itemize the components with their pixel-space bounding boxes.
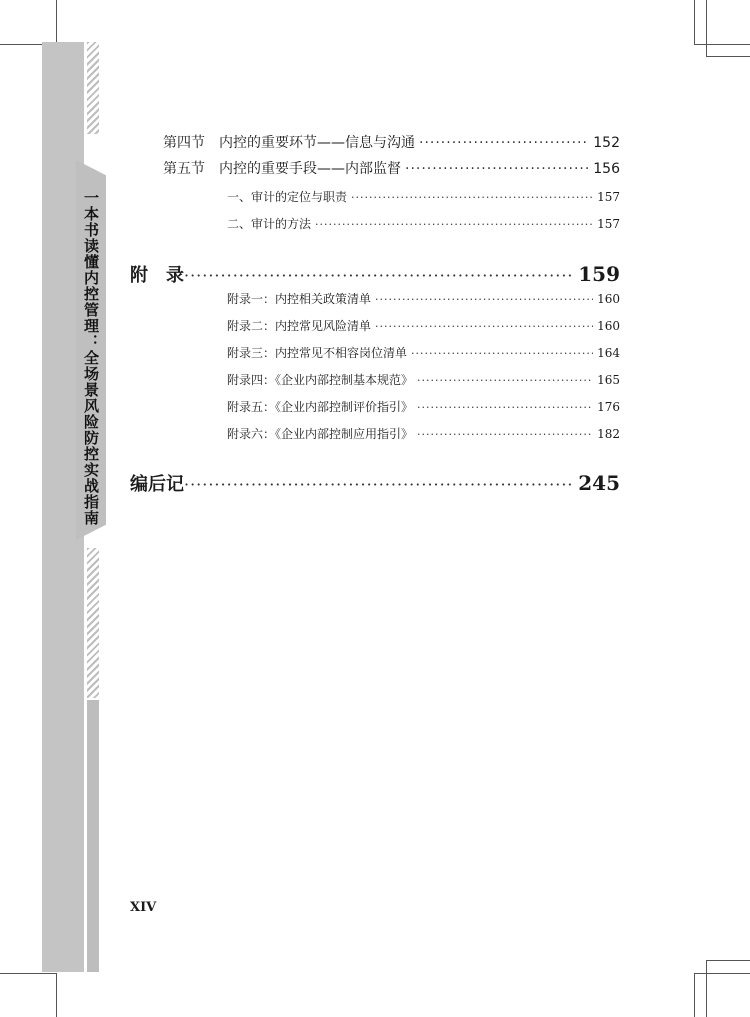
dot-leader <box>411 347 593 360</box>
section-number: 第四节 <box>163 135 205 151</box>
crop-mark <box>694 0 695 44</box>
crop-mark <box>56 0 57 44</box>
dot-leader <box>184 266 572 285</box>
toc-appendix-item[interactable] <box>227 425 620 442</box>
page-number: 156 <box>593 161 620 177</box>
appendix-item-title: 附录六：《企业内部控制应用指引》 <box>227 427 414 441</box>
page-number: 165 <box>597 373 620 387</box>
page-number: 164 <box>597 346 620 360</box>
crop-mark <box>706 56 750 57</box>
dot-leader <box>375 293 593 306</box>
appendix-item-title: 附录四：《企业内部控制基本规范》 <box>227 373 414 387</box>
toc-appendix-item[interactable] <box>227 317 620 334</box>
page-number: 152 <box>593 135 620 151</box>
dot-leader <box>417 374 593 387</box>
side-hatch <box>87 548 99 698</box>
crop-mark <box>0 973 56 974</box>
toc-appendix-item[interactable] <box>227 344 620 361</box>
page-number: 160 <box>597 319 620 333</box>
appendix-item-title: 附录一：内控相关政策清单 <box>227 292 372 306</box>
toc-appendix-item[interactable] <box>227 371 620 388</box>
crop-mark <box>706 960 707 1017</box>
page-number: 182 <box>597 427 620 441</box>
dot-leader <box>417 401 593 414</box>
appendix-item-title: 附录五：《企业内部控制评价指引》 <box>227 400 414 414</box>
appendix-item-title: 附录二：内控常见风险清单 <box>227 319 372 333</box>
section-title: 内控的重要手段——内部监督 <box>219 161 401 177</box>
side-strip <box>87 700 99 972</box>
crop-mark <box>56 973 57 1017</box>
side-hatch <box>87 42 99 134</box>
toc-section-entry[interactable] <box>163 158 620 178</box>
subsection-title: 二、审计的方法 <box>227 217 312 231</box>
page-number: 176 <box>597 400 620 414</box>
toc-appendix-item[interactable] <box>227 290 620 307</box>
toc-appendix-entry[interactable] <box>130 261 620 287</box>
appendix-item-title: 附录三：内控常见不相容岗位清单 <box>227 346 408 360</box>
crop-mark <box>694 973 695 1017</box>
spine-book-title: 一本书读懂内控管理：全场景风险防控实战指南 <box>82 190 100 526</box>
crop-mark <box>706 960 750 961</box>
appendix-title: 附 录 <box>130 265 184 286</box>
dot-leader <box>315 218 593 231</box>
dot-leader <box>405 161 589 177</box>
dot-leader <box>419 135 589 151</box>
page-number: 157 <box>597 217 620 231</box>
toc-afterword-entry[interactable] <box>130 470 620 496</box>
dot-leader <box>351 191 593 204</box>
section-title: 内控的重要环节——信息与沟通 <box>219 135 415 151</box>
page-folio: XIV <box>130 900 157 915</box>
toc-appendix-item[interactable] <box>227 398 620 415</box>
page-number: 159 <box>578 262 620 286</box>
toc-subsection-entry[interactable] <box>227 188 620 205</box>
toc-section-entry[interactable] <box>163 132 620 152</box>
dot-leader <box>417 428 593 441</box>
dot-leader <box>184 475 572 494</box>
section-number: 第五节 <box>163 161 205 177</box>
subsection-title: 一、审计的定位与职责 <box>227 190 348 204</box>
page-number: 245 <box>578 471 620 495</box>
crop-mark <box>694 44 750 45</box>
crop-mark <box>694 973 750 974</box>
page-number: 160 <box>597 292 620 306</box>
crop-mark <box>706 0 707 56</box>
afterword-title: 编后记 <box>130 474 184 495</box>
page-number: 157 <box>597 190 620 204</box>
toc-subsection-entry[interactable] <box>227 215 620 232</box>
dot-leader <box>375 320 593 333</box>
